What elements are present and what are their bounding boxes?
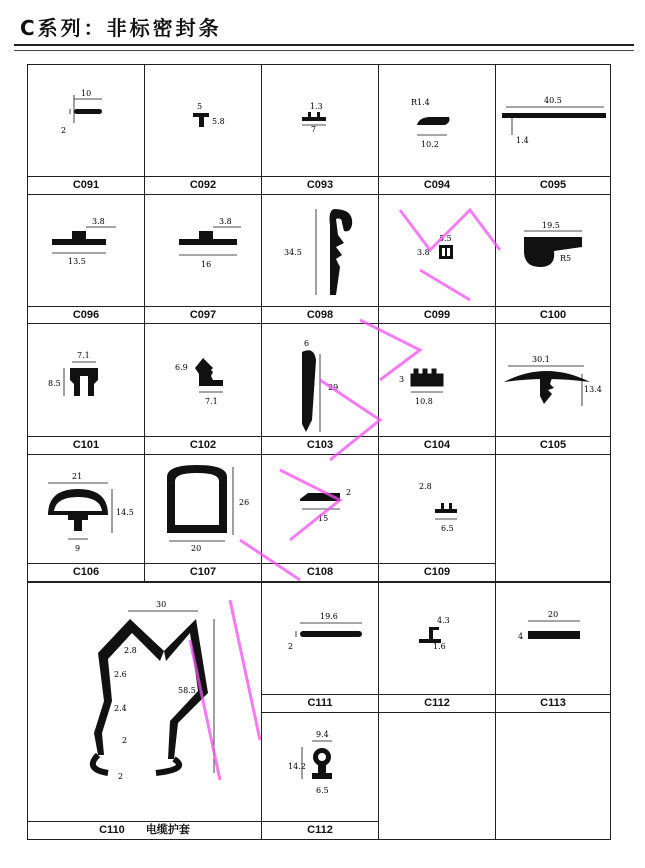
product-code: C103 [262,436,378,454]
dim-label: 20 [548,610,559,619]
dim-label: 3 [399,375,405,384]
dim-label: 3.8 [219,217,232,226]
dim-label: R5 [560,254,572,263]
dim-label: 9.4 [316,730,329,739]
product-code: C113 [496,694,610,712]
dim-label: 1.3 [310,102,323,111]
dim-label: 10 [81,89,92,98]
dim-label: 5 [197,102,203,111]
page-title: C系列：非标密封条 [20,16,222,40]
dim-label: 7.1 [77,351,90,360]
product-code: C110 电缆护套 [28,821,261,839]
title-rule-thin [14,50,634,51]
product-card-c113 [495,582,611,713]
dim-label: 20 [191,544,202,553]
product-card-c095 [495,64,611,195]
product-code: C101 [28,436,144,454]
dim-label: 3.8 [417,248,430,257]
dim-label: 19.6 [320,612,338,621]
product-card-c098 [261,194,379,325]
dim-label: 10.8 [415,397,433,406]
dim-label: 2.6 [114,670,127,679]
product-code: C111 [262,694,378,712]
product-card-c110 [27,582,262,840]
dim-label: 2.8 [124,646,137,655]
dim-label: 14.5 [116,508,134,517]
dim-label: 16 [201,260,212,269]
product-card-c097 [144,194,262,325]
dim-label: 58.5 [178,686,196,695]
product-code: C093 [262,176,378,194]
product-card-c101 [27,323,145,455]
dim-label: 13.4 [584,385,602,394]
product-card-c103 [261,323,379,455]
product-code: C091 [28,176,144,194]
dim-label: 2 [346,488,352,497]
dim-label: 2 [118,772,124,781]
product-code: C096 [28,306,144,324]
product-card-c096 [27,194,145,325]
dim-label: 2.8 [419,482,432,491]
dim-label: 2 [288,642,294,651]
product-code: C099 [379,306,495,324]
dim-label: 14.2 [288,762,306,771]
product-card-c092 [144,64,262,195]
dim-label: 9 [75,544,81,553]
title-rule [14,44,634,46]
product-name: 电缆护套 [145,824,190,836]
product-code: C100 [496,306,610,324]
dim-label: 6.9 [175,363,188,372]
product-card-c108 [261,454,379,582]
product-code: C108 [262,563,378,581]
product-code: C106 [28,563,144,581]
product-card-c112 [378,582,496,713]
product-code: C095 [496,176,610,194]
product-card-c102 [144,323,262,455]
product-card-c100 [495,194,611,325]
dim-label: 5.8 [212,117,225,126]
dim-label: 2.4 [114,704,127,713]
product-card-c109 [378,454,496,582]
dim-label: 40.5 [544,96,562,105]
empty-cell [495,454,611,582]
product-card-c099 [378,194,496,325]
dim-label: 29 [328,383,339,392]
dim-label: 26 [239,498,250,507]
product-card-c104 [378,323,496,455]
dim-label: 30.1 [532,355,550,364]
product-card-c093 [261,64,379,195]
product-code: C098 [262,306,378,324]
product-code: C107 [145,563,261,581]
product-card-c107 [144,454,262,582]
product-code: C112 [262,821,378,839]
dim-label: 13.5 [68,257,86,266]
product-code: C104 [379,436,495,454]
dim-label: 1.4 [516,136,529,145]
dim-label: 34.5 [284,248,302,257]
dim-label: 2 [61,126,67,135]
dim-label: 7 [311,125,317,134]
product-code: C094 [379,176,495,194]
dim-label: 4.3 [437,616,450,625]
dim-label: 2 [122,736,128,745]
c110-profile-drawing [28,583,263,841]
product-code: C109 [379,563,495,581]
product-code: C097 [145,306,261,324]
product-code: C092 [145,176,261,194]
empty-cell [495,712,611,840]
dim-label: 19.5 [542,221,560,230]
product-card-c105 [495,323,611,455]
product-code: C105 [496,436,610,454]
dim-label: 6.5 [316,786,329,795]
dim-label: 30 [156,600,167,609]
dim-label: 5.5 [439,234,452,243]
dim-label: 21 [72,472,83,481]
product-card-c111 [261,582,379,713]
product-code: C102 [145,436,261,454]
dim-label: 6 [304,339,310,348]
dim-label: 15 [318,514,329,523]
product-card-c091 [27,64,145,195]
product-card-c106 [27,454,145,582]
dim-label: 8.5 [48,379,61,388]
empty-cell [378,712,496,840]
product-card-c112-b [261,712,379,840]
dim-label: 1.6 [433,642,446,651]
dim-label: 10.2 [421,140,439,149]
dim-label: 6.5 [441,524,454,533]
product-code: C112 [379,694,495,712]
dim-label: 7.1 [205,397,218,406]
dim-label: R1.4 [411,98,430,107]
dim-label: 3.8 [92,217,105,226]
product-card-c094 [378,64,496,195]
dim-label: 4 [518,632,524,641]
